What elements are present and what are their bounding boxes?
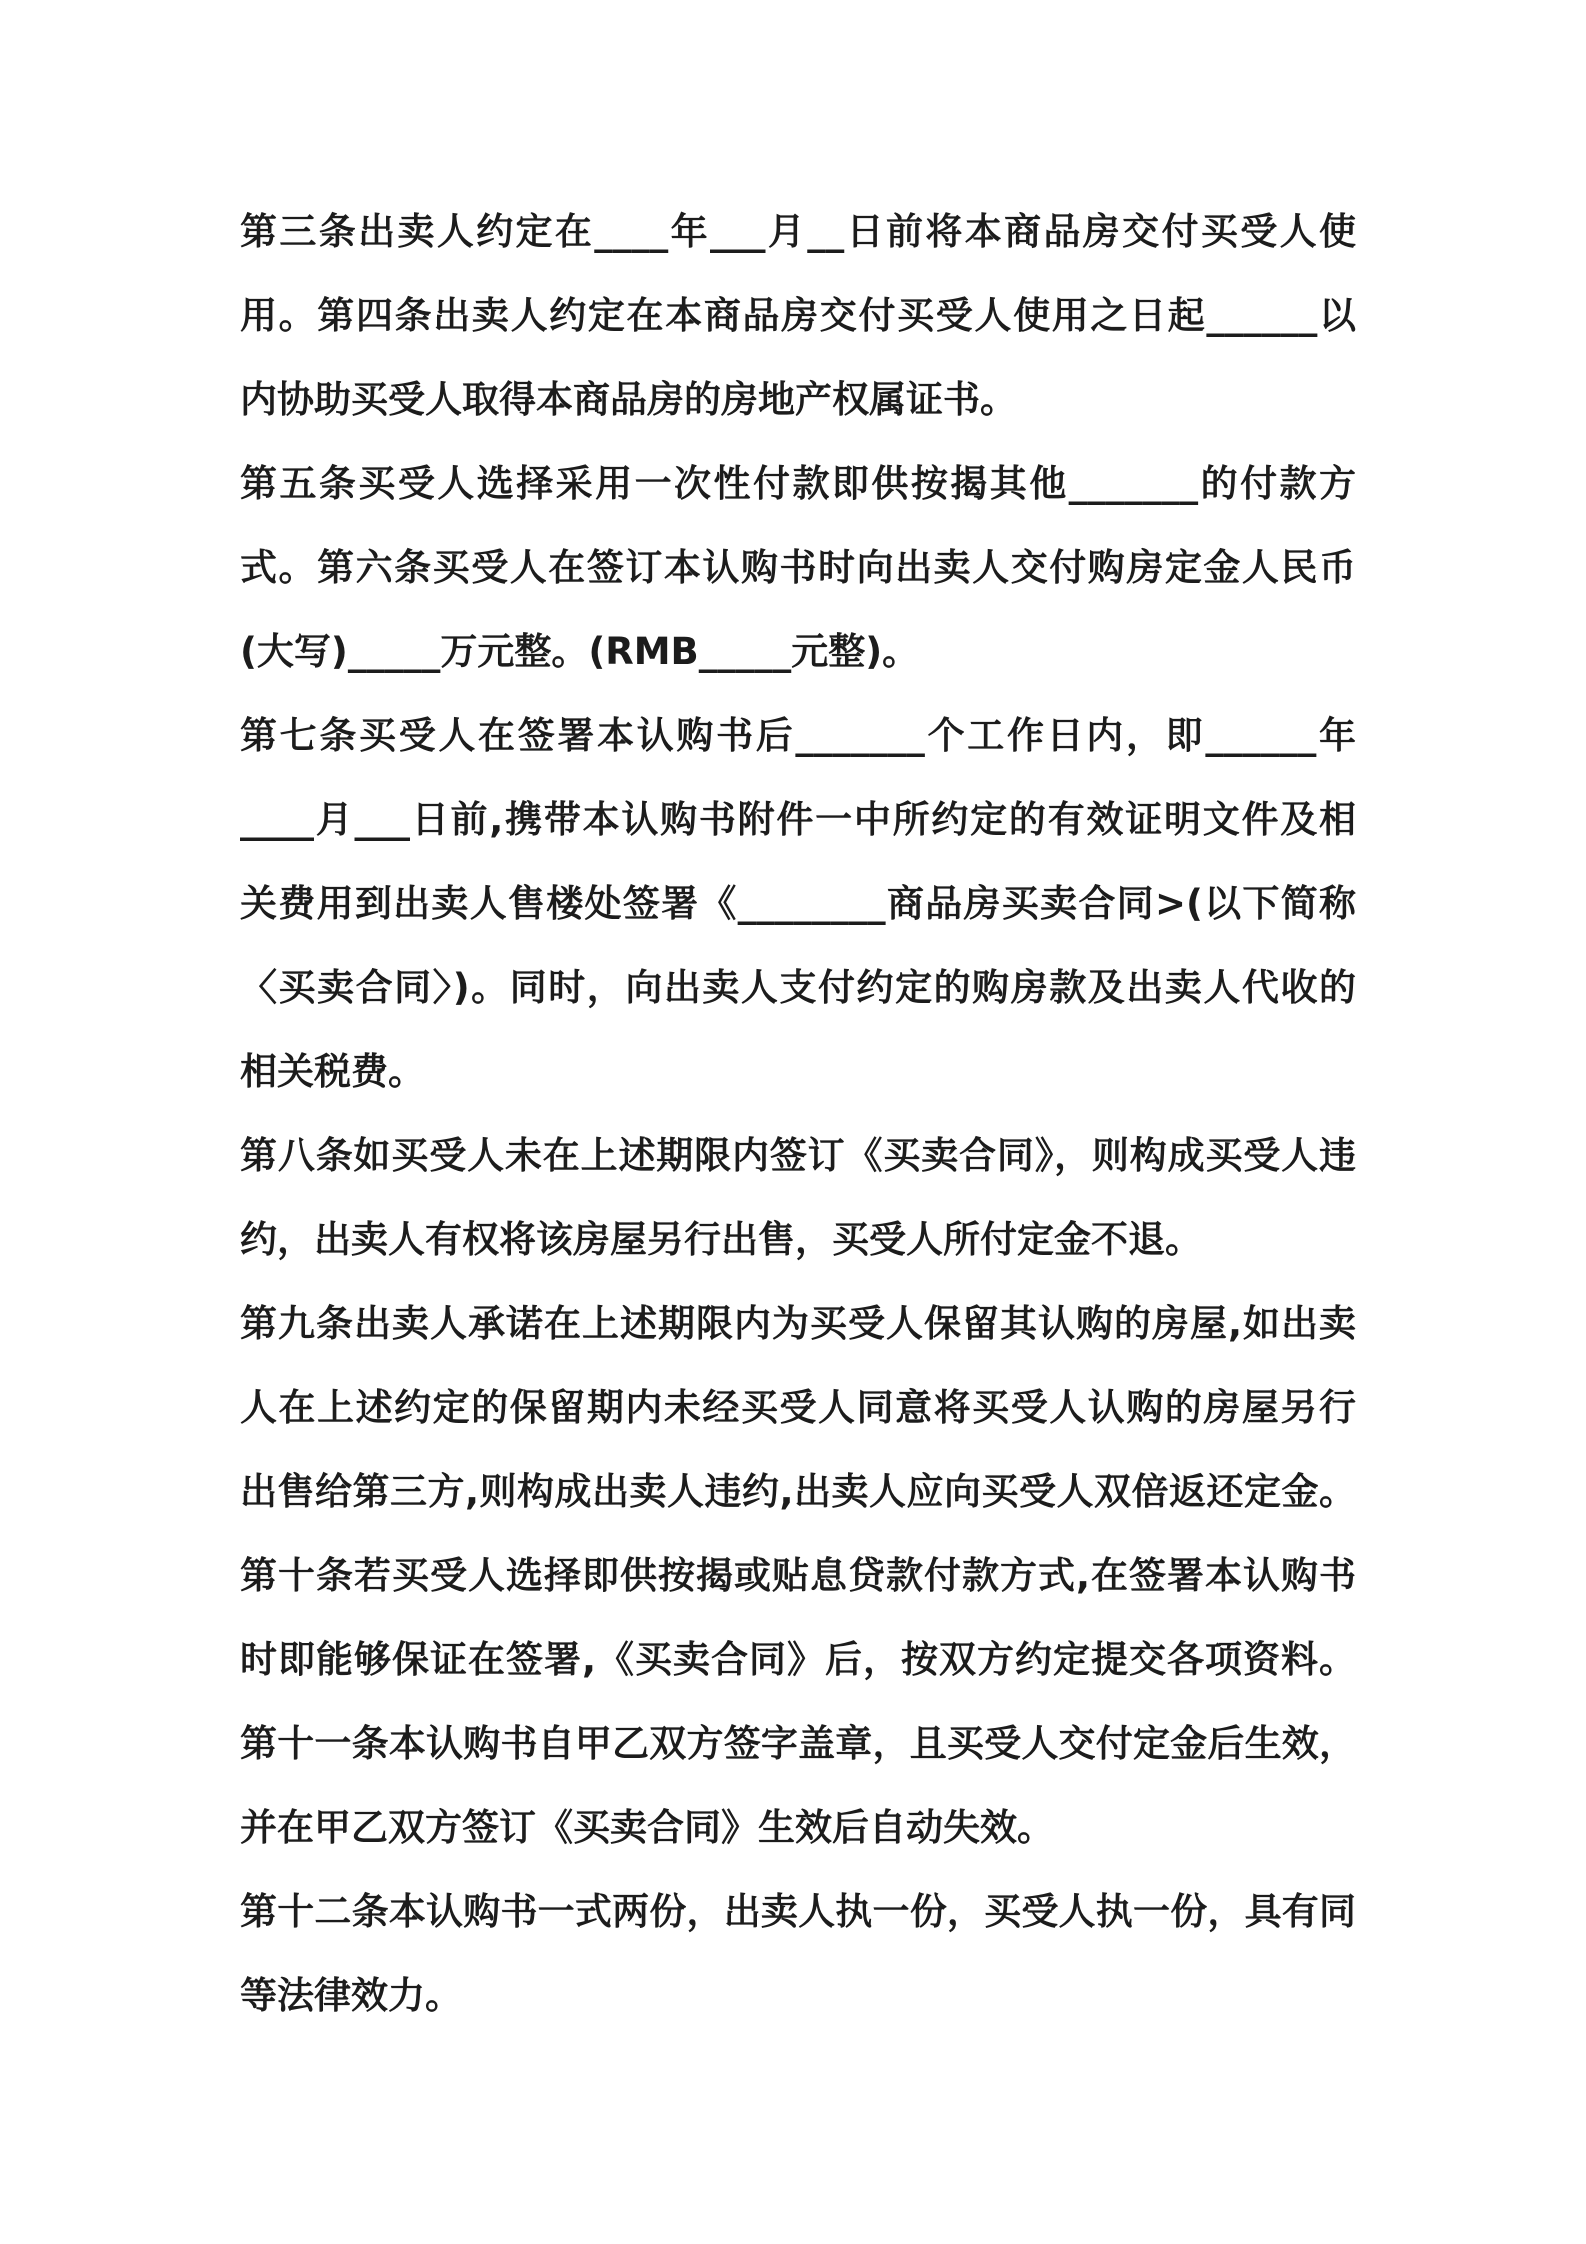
text-line: 并在甲乙双方签订《买卖合同》生效后自动失效。 [240, 1806, 1054, 1849]
text-line: 式。第六条买受人在签订本认购书时向出卖人交付购房定金人民币 [240, 546, 1356, 589]
text-line: 第三条出卖人约定在____年___月__日前将本商品房交付买受人使 [240, 210, 1356, 253]
text-line: 第九条出卖人承诺在上述期限内为买受人保留其认购的房屋,如出卖 [240, 1302, 1356, 1345]
text-line: 相关税费。 [240, 1050, 425, 1093]
text-line: 内协助买受人取得本商品房的房地产权属证书。 [240, 378, 1017, 421]
text-line: 关费用到出卖人售楼处签署《________商品房买卖合同>(以下简称 [240, 882, 1356, 925]
contract-text [240, 190, 1356, 2038]
text-line: 人在上述约定的保留期内未经买受人同意将买受人认购的房屋另行 [240, 1386, 1356, 1429]
text-line: 用。第四条出卖人约定在本商品房交付买受人使用之日起______以 [240, 294, 1356, 337]
text-line: 时即能够保证在签署,《买卖合同》后，按双方约定提交各项资料。 [240, 1638, 1356, 1681]
text-line: 第五条买受人选择采用一次性付款即供按揭其他_______的付款方 [240, 462, 1356, 505]
text-line: 第十一条本认购书自甲乙双方签字盖章，且买受人交付定金后生效， [240, 1722, 1356, 1765]
text-line: 第七条买受人在签署本认购书后_______个工作日内，即______年 [240, 714, 1356, 757]
text-line: 〈买卖合同〉)。同时，向出卖人支付约定的购房款及出卖人代收的 [240, 966, 1356, 1009]
text-line: ____月___日前,携带本认购书附件一中所约定的有效证明文件及相 [240, 798, 1356, 841]
text-line: 第十二条本认购书一式两份，出卖人执一份，买受人执一份，具有同 [240, 1890, 1356, 1933]
text-line: 第八条如买受人未在上述期限内签订《买卖合同》，则构成买受人违 [240, 1134, 1356, 1177]
text-line: (大写)_____万元整。(RMB_____元整)。 [240, 630, 920, 673]
text-line: 等法律效力。 [240, 1974, 462, 2017]
text-line: 出售给第三方,则构成出卖人违约,出卖人应向买受人双倍返还定金。 [240, 1470, 1356, 1513]
text-line: 第十条若买受人选择即供按揭或贴息贷款付款方式,在签署本认购书 [240, 1554, 1356, 1597]
text-line: 约，出卖人有权将该房屋另行出售，买受人所付定金不退。 [240, 1218, 1202, 1261]
